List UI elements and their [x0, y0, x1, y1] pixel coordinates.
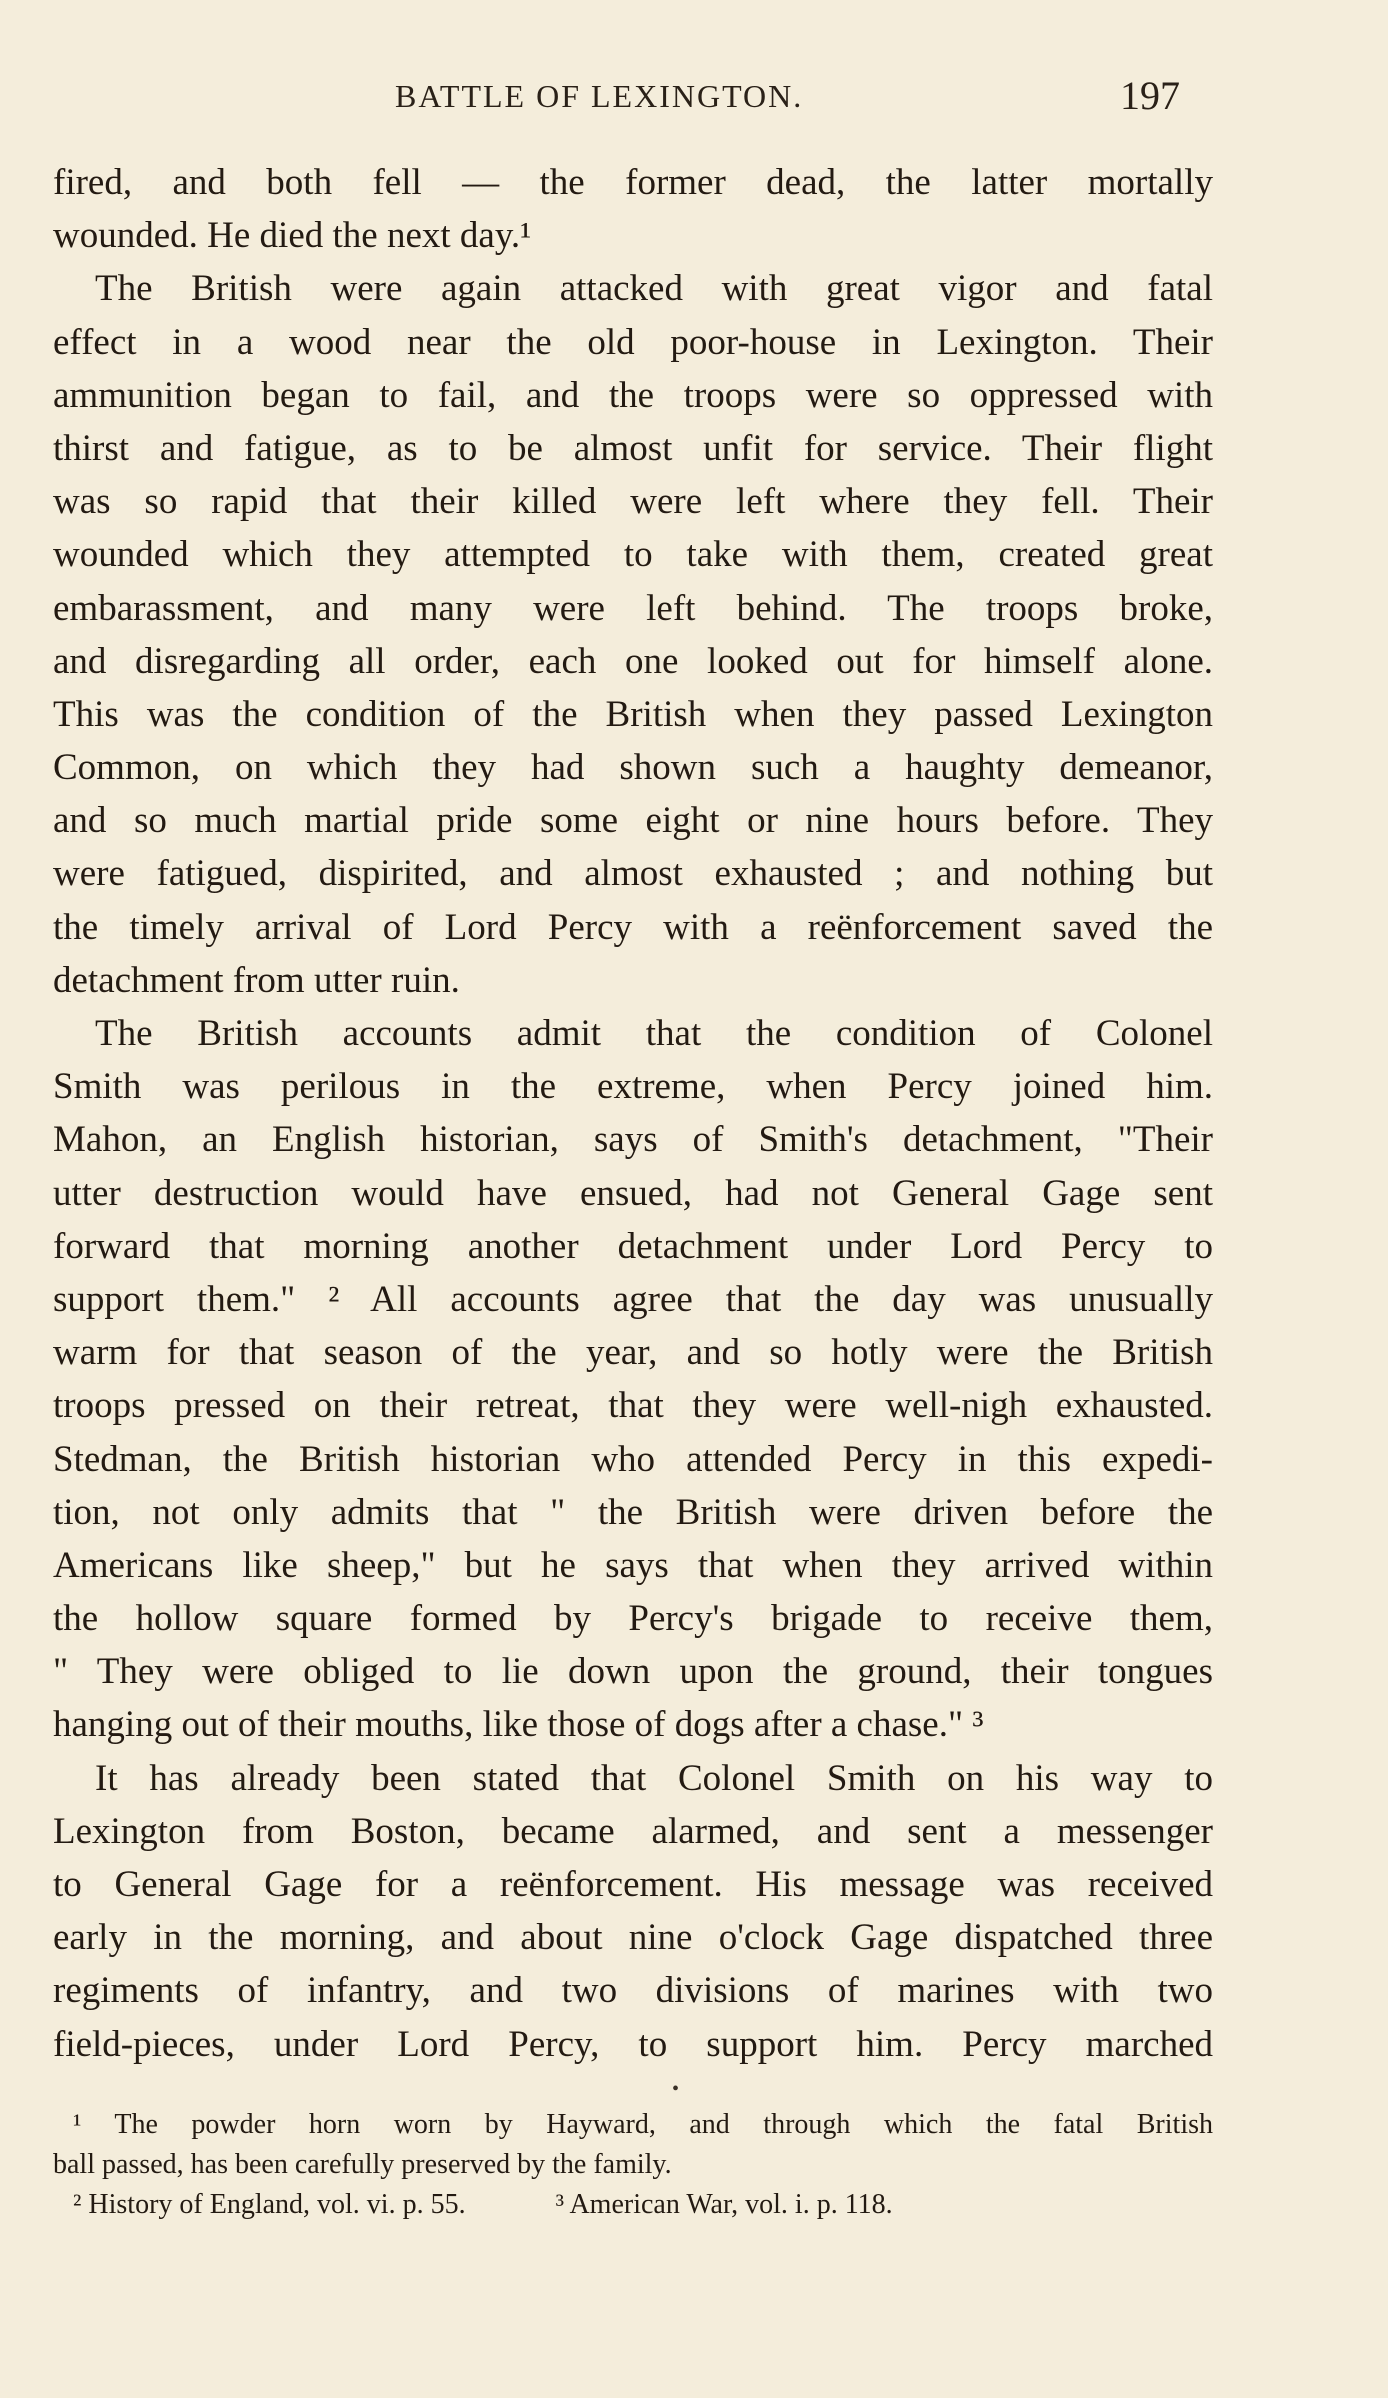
text-line: utter destruction would have ensued, had not General Gage sent: [53, 1172, 1213, 1214]
text-line: ammunition began to fail, and the troops were so oppressed with: [53, 374, 1213, 416]
text-line: Stedman, the British historian who attended Percy in this expedi-: [53, 1438, 1213, 1480]
footnote-2: ² History of England, vol. vi. p. 55.: [73, 2189, 466, 2220]
text-line: early in the morning, and about nine o'clock Gage dispatched three: [53, 1917, 1213, 1959]
text-line: " They were obliged to lie down upon the ground, their tongues: [53, 1651, 1213, 1693]
text-line: and so much martial pride some eight or nine hours before. They: [53, 800, 1213, 842]
text-line: the hollow square formed by Percy's brigade to receive them,: [53, 1598, 1213, 1640]
text-line: forward that morning another detachment under Lord Percy to: [53, 1225, 1213, 1267]
footnotes: [53, 2105, 1213, 2225]
running-head: [0, 73, 1388, 128]
text-line: Lexington from Boston, became alarmed, and sent a messenger: [53, 1810, 1213, 1852]
footnote-row: [53, 2185, 1213, 2225]
text-line: wounded which they attempted to take with them, created great: [53, 534, 1213, 576]
text-line: Common, on which they had shown such a haughty demeanor,: [53, 747, 1213, 789]
text-line: troops pressed on their retreat, that they were well-nigh exhausted.: [53, 1385, 1213, 1427]
footnote-3: ³ American War, vol. i. p. 118.: [555, 2189, 893, 2220]
text-line: Smith was perilous in the extreme, when Percy joined him.: [53, 1066, 1213, 1108]
text-line: thirst and fatigue, as to be almost unfit for service. Their flight: [53, 427, 1213, 469]
text-line: This was the condition of the British when they passed Lexington: [53, 693, 1213, 735]
text-line: field-pieces, under Lord Percy, to support him. Percy marched: [53, 2023, 1213, 2065]
text-line: warm for that season of the year, and so hotly were the British: [53, 1332, 1213, 1374]
text-line: Americans like sheep," but he says that when they arrived within: [53, 1544, 1213, 1586]
footnote-1-continued: ball passed, has been carefully preserved by the family.: [53, 2149, 672, 2180]
text-line: effect in a wood near the old poor-house in Lexington. Their: [53, 321, 1213, 363]
text-line: Mahon, an English historian, says of Smith's detachment, "Their: [53, 1119, 1213, 1161]
text-line: support them." ² All accounts agree that the day was unusually: [53, 1278, 1213, 1320]
text-line: embarassment, and many were left behind. The troops broke,: [53, 587, 1213, 629]
text-line: fired, and both fell — the former dead, the latter mortally: [53, 162, 1213, 203]
paragraph-start-line: The British were again attacked with great vigor and fatal: [95, 268, 1213, 310]
text-line: were fatigued, dispirited, and almost exhausted ; and nothing but: [53, 853, 1213, 895]
body-text: [53, 156, 1213, 2071]
text-line: hanging out of their mouths, like those of dogs after a chase." ³: [53, 1704, 984, 1746]
text-line: detachment from utter ruin.: [53, 959, 460, 1001]
text-line: and disregarding all order, each one looked out for himself alone.: [53, 640, 1213, 682]
text-line: the timely arrival of Lord Percy with a reënforcement saved the: [53, 906, 1213, 948]
text-line: to General Gage for a reënforcement. His message was received: [53, 1864, 1213, 1905]
page-number: 197: [1120, 73, 1180, 118]
footnote-1: ¹ The powder horn worn by Hayward, and through which the fatal British: [73, 2109, 1213, 2140]
text-line: wounded. He died the next day.¹: [53, 215, 532, 257]
paragraph-start-line: The British accounts admit that the condition of Colonel: [95, 1013, 1213, 1054]
ink-speck: •: [672, 2078, 680, 2100]
paragraph-start-line: It has already been stated that Colonel Smith on his way to: [95, 1757, 1213, 1799]
text-line: tion, not only admits that " the British were driven before the: [53, 1491, 1213, 1533]
running-title: BATTLE OF LEXINGTON.: [395, 78, 804, 114]
text-line: regiments of infantry, and two divisions of marines with two: [53, 1970, 1213, 2012]
text-line: was so rapid that their killed were left where they fell. Their: [53, 481, 1213, 523]
